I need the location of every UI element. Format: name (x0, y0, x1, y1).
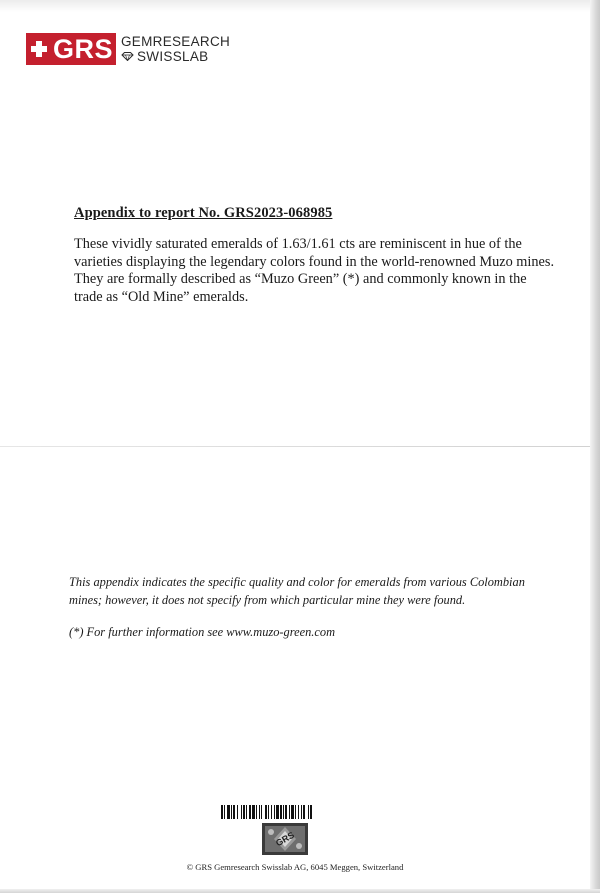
barcode-bar (246, 805, 247, 819)
scan-page-edge (590, 0, 600, 893)
barcode-bar (301, 805, 302, 819)
logo-wordmark (121, 34, 230, 64)
barcode-bar (221, 805, 223, 819)
barcode-bar (308, 805, 309, 819)
scan-bottom-edge (0, 889, 600, 893)
barcode-bar (289, 805, 290, 819)
logo-line-2-row (121, 49, 230, 64)
barcode-bar (285, 805, 287, 819)
barcode-bar (256, 805, 257, 819)
barcode-bar (227, 805, 230, 819)
barcode-bar (298, 805, 299, 819)
copyright-footer: © GRS Gemresearch Swisslab AG, 6045 Meggen, Switzerland (186, 862, 404, 872)
barcode-bar (231, 805, 232, 819)
appendix-heading: Appendix to report No. GRS2023-068985 (74, 205, 333, 221)
barcode-bar (280, 805, 282, 819)
barcode-bar (274, 805, 275, 819)
barcode-bar (291, 805, 294, 819)
barcode-bar (310, 805, 312, 819)
barcode-bar (268, 805, 269, 819)
swiss-cross-icon (28, 38, 50, 60)
barcode-bar (252, 805, 255, 819)
logo-red-box (26, 33, 116, 65)
diamond-icon (121, 52, 134, 61)
barcode-bar (295, 805, 296, 819)
barcode-bar (271, 805, 272, 819)
seal-text: GRS (274, 829, 296, 849)
logo-line-1: GEMRESEARCH (121, 34, 231, 49)
barcode-bar (276, 805, 279, 819)
grs-security-seal (262, 823, 308, 855)
page-fold-line (0, 446, 590, 447)
logo-brand: GRS (53, 34, 114, 64)
barcode-bar (233, 805, 235, 819)
barcode-bar (224, 805, 225, 819)
barcode-bar (259, 805, 260, 819)
barcode-bar (249, 805, 251, 819)
scan-top-shadow (0, 0, 600, 12)
barcode-bar (243, 805, 245, 819)
logo-line-2: SWISSLAB (137, 49, 209, 64)
grs-logo (26, 33, 230, 65)
appendix-note: This appendix indicates the specific quality and color for emeralds from various Colombian mines; however, it does not specify from which particular mine they were found. (69, 575, 525, 607)
barcode (221, 805, 351, 819)
barcode-bar (261, 805, 262, 819)
footnote: (*) For further information see www.muzo-green.com (69, 625, 336, 639)
appendix-paragraph: These vividly saturated emeralds of 1.63/1.61 cts are reminiscent in hue of the varieties displaying the legendary colors found in the world-renowned Muzo mines. They are formally described as “Muzo Green” (*) and commonly known in the trade as “Old Mine” emeralds. (74, 236, 555, 305)
barcode-bar (241, 805, 242, 819)
barcode-bar (303, 805, 305, 819)
barcode-bar (237, 805, 238, 819)
barcode-bar (283, 805, 284, 819)
barcode-bar (265, 805, 267, 819)
